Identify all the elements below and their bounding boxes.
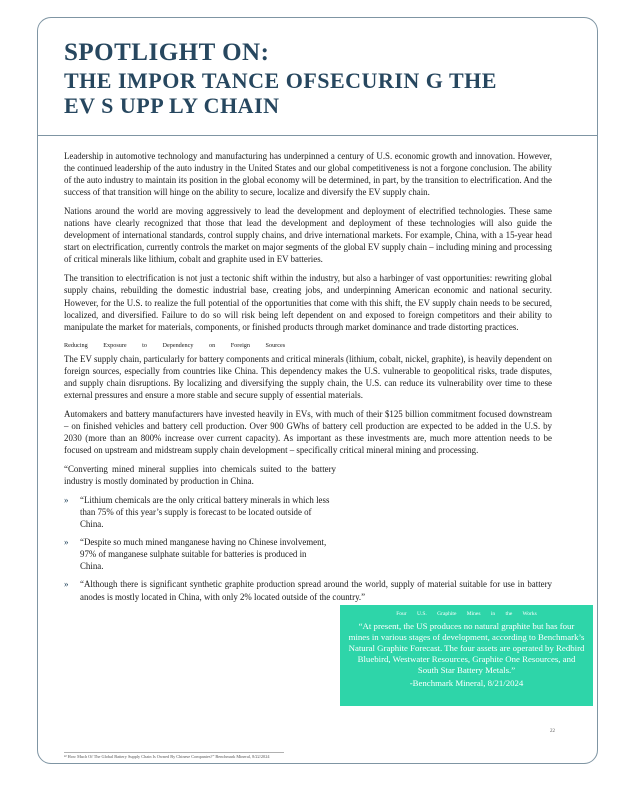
article-body (64, 150, 552, 609)
bullet-text: “Lithium chemicals are the only critical battery minerals in which less than 75% of this year’s supply is forecast to be located outside of China. (80, 495, 330, 530)
chevron-bullet-icon: » (64, 579, 69, 590)
title-line-2: THE IMPOR TANCE OFSECURIN G THE (64, 67, 497, 93)
title-divider (37, 135, 598, 136)
list-item (64, 536, 552, 572)
chevron-bullet-icon: » (64, 537, 69, 548)
list-item (64, 494, 552, 530)
footnote: ²² How Much Of The Global Battery Supply Chain Is Owned By Chinese Companies?” Benchmark Mineral, 8/22/2024 (64, 754, 270, 759)
callout-source: -Benchmark Mineral, 8/21/2024 (409, 678, 524, 688)
paragraph-4: The EV supply chain, particularly for battery components and critical minerals (lithium, cobalt, nickel, graphite), is heavily dependent on foreign sources, especially from countries like China. This dependency makes the U.S. vulnerable to geopolitical risks, trade disputes, and supply chain disruptions. By localizing and diversifying the supply chain, the U.S. can reduce its vulnerability over time to these external pressures and ensure a more stable and secure supply of essential materials. (64, 353, 552, 400)
paragraph-2: Nations around the world are moving aggressively to lead the development and deployment of electrified technologies. These same nations have clearly recognized that those that lead the development and deployment of these technologies will also guide the development of international standards, control supply chains, and drive international markets. For example, China, with a 15-year head start on electrification, currently controls the market on major segments of the global EV supply chain – including mining and processing of critical minerals like lithium, cobalt and graphite used in EV batteries. (64, 206, 552, 265)
bullet-text: “Despite so much mined manganese having no Chinese involvement, 97% of manganese sulphate suitable for batteries is produced in China. (80, 537, 327, 572)
paragraph-3: The transition to electrification is not just a tectonic shift within the industry, but also a harbinger of vast opportunities: rewriting global supply chains, rebuilding the domestic industrial base, creating jobs, and underpinning American economic and national security. However, for the U.S. to realize the full potential of the opportunities that come with this shift, the EV supply chain needs to be secured, localized, and diversified. Failure to do so will risk being left dependent on and exposed to foreign competitors and their ability to manipulate the market for materials, components, or finished products through market dominance and trade distorting practices. (64, 273, 552, 332)
paragraph-5: Automakers and battery manufacturers have invested heavily in EVs, with much of their $125 billion commitment focused downstream – on finished vehicles and battery cell production. Over 900 GWhs of battery cell production are expected to be added in the U.S. by 2030 (more than an 800% increase over current capacity). As important as these investments are, much more attention needs to be focused on upstream and midstream supply chain development – specifically critical mineral mining and processing. (64, 408, 552, 456)
chevron-bullet-icon: » (64, 495, 69, 506)
callout-quote: “At present, the US produces no natural graphite but has four mines in various stages of development, according to Benchmark’s Natural Graphite Forecast. The four assets are operated by Redbird Bluebird, Westwater Resources, Graphite One Resources, and South Star Battery Metals.” (348, 621, 585, 675)
bullet-list (64, 494, 552, 602)
callout-heading: Four U.S. Graphite Mines in the Works (396, 611, 537, 617)
page-title (64, 38, 584, 119)
footnote-divider (64, 752, 284, 753)
title-line-1: SPOTLIGHT ON: (64, 39, 270, 66)
section-subheading: Reducing Exposure to Dependency on Foreign Sources (64, 341, 286, 349)
bullet-text: “Although there is significant synthetic graphite production spread around the world, supply of material suitable for use in battery anodes is mostly located in China, with only 2% located outside of the country.” (80, 579, 552, 602)
quote-intro: “Converting mined mineral supplies into chemicals suited to the battery industry is mostly dominated by production in China. (64, 464, 336, 487)
title-line-3: EV S UPP LY CHAIN (64, 93, 280, 119)
footnote-marker: 22 (550, 729, 555, 734)
graphite-callout-box (340, 605, 593, 706)
paragraph-1: Leadership in automotive technology and manufacturing has underpinned a century of U.S. economic growth and innovation. However, the continued leadership of the auto industry in the United States and our global competitiveness is not a forgone conclusion. The ability of the auto industry to maintain its position in the global economy will be determined, in part, by the transition to electrification. And the success of that transition will hinge on the ability to secure, localize and diversify the EV supply chain. (64, 151, 552, 198)
list-item (64, 578, 552, 602)
